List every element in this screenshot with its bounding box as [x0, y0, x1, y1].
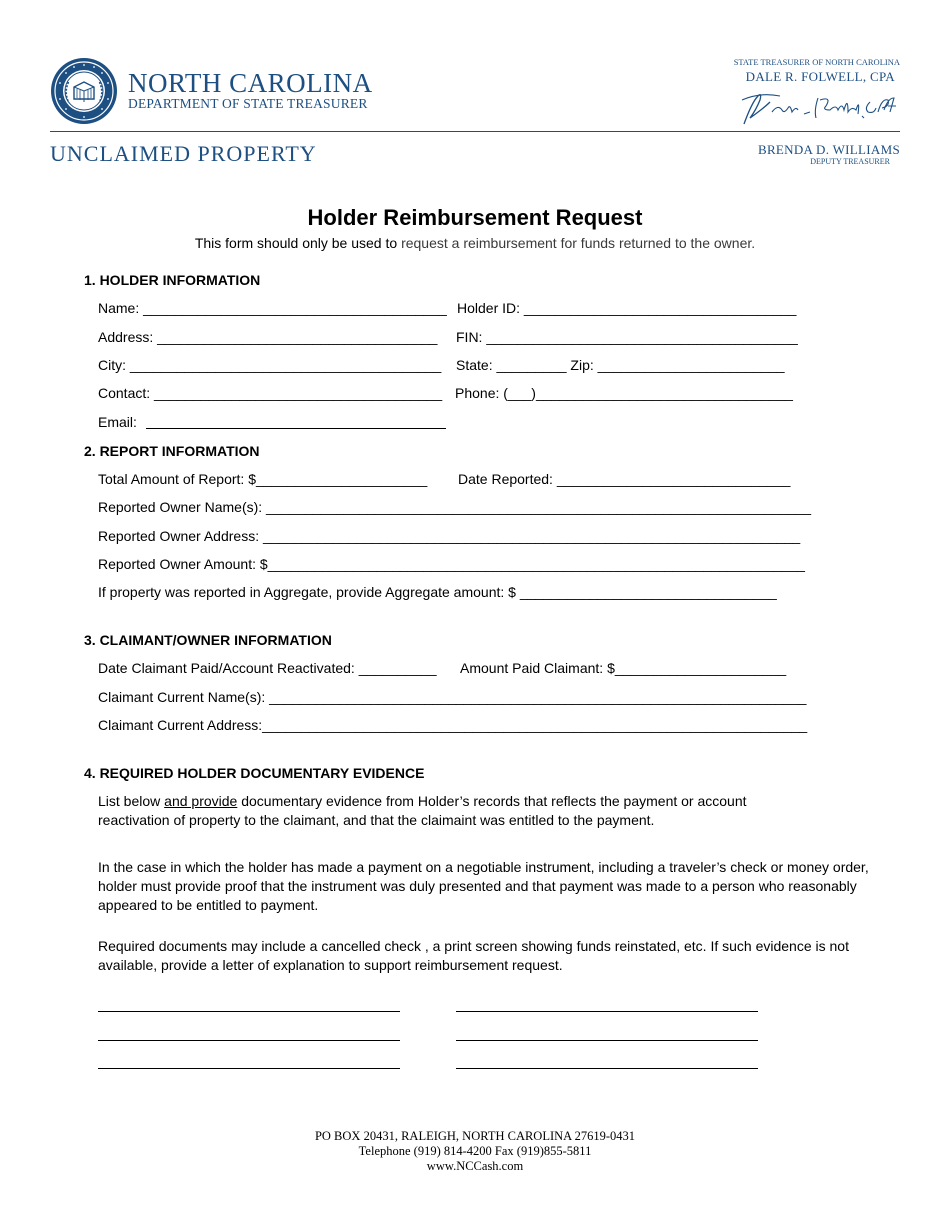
treasurer-name: DALE R. FOLWELL, CPA: [745, 69, 895, 84]
evidence-text-start: List below: [98, 793, 165, 809]
form-title: Holder Reimbursement Request: [307, 205, 643, 230]
total-amount-of-report-field[interactable]: Total Amount of Report: $______________________: [98, 471, 428, 487]
required-documents-paragraph: Required documents may include a cancelled check , a print screen showing funds reinstated, etc. If such evidence is not available, provide a letter of explanation to support reimbursement request.: [98, 938, 849, 973]
evidence-text-end: documentary evidence from Holder’s records that reflects the payment or account reactivation of property to the claimant, and that the claimaint was entitled to the payment.: [98, 793, 747, 828]
agency-name: NORTH CAROLINA: [128, 68, 373, 98]
subtitle-part-b: request a reimbursement for funds returned to the owner.: [401, 235, 756, 251]
footer-address: PO BOX 20431, RALEIGH, NORTH CAROLINA 27619-0431: [314, 1129, 636, 1143]
footer-website-link[interactable]: www.NCCash.com: [426, 1159, 524, 1173]
treasurer-title: STATE TREASURER OF NORTH CAROLINA: [733, 57, 900, 67]
footer-contact: [0, 1129, 950, 1174]
holder-state-zip-field[interactable]: State: _________ Zip: ________________________: [456, 357, 785, 373]
section-documentary-evidence-heading: 4. REQUIRED HOLDER DOCUMENTARY EVIDENCE: [84, 765, 425, 781]
evidence-instructions-paragraph: [98, 792, 798, 830]
claimant-current-address-field[interactable]: Claimant Current Address:______________________________________________________________________: [98, 717, 808, 733]
evidence-line-2-right[interactable]: [456, 1040, 758, 1041]
footer-phone-fax: Telephone (919) 814-4200 Fax (919)855-5811: [358, 1144, 592, 1158]
date-claimant-paid-field[interactable]: Date Claimant Paid/Account Reactivated: __________: [98, 660, 437, 676]
evidence-line-3-left[interactable]: [98, 1068, 400, 1069]
reported-owner-names-field[interactable]: Reported Owner Name(s): ______________________________________________________________________: [98, 499, 812, 515]
section-report-information-heading: 2. REPORT INFORMATION: [84, 443, 260, 459]
evidence-underlined-text: and provide: [164, 793, 238, 809]
holder-email-field[interactable]: [146, 428, 446, 429]
holder-name-field[interactable]: Name: _______________________________________: [98, 300, 447, 316]
holder-id-field[interactable]: Holder ID: ___________________________________: [457, 300, 797, 316]
evidence-line-3-right[interactable]: [456, 1068, 758, 1069]
subtitle-part-a: This form should only be used to: [194, 235, 402, 251]
aggregate-amount-field[interactable]: If property was reported in Aggregate, provide Aggregate amount: $ _________________________________: [98, 584, 777, 600]
section-holder-information-heading: 1. HOLDER INFORMATION: [84, 272, 261, 288]
holder-contact-field[interactable]: Contact: _____________________________________: [98, 385, 443, 401]
nc-treasury-seal-logo: [50, 57, 118, 125]
form-subtitle: [0, 235, 950, 251]
treasurer-signature: [738, 88, 900, 128]
holder-fin-field[interactable]: FIN: ________________________________________: [456, 329, 798, 345]
claimant-current-names-field[interactable]: Claimant Current Name(s): _____________________________________________________________________: [98, 689, 807, 705]
evidence-line-1-right[interactable]: [456, 1011, 758, 1012]
evidence-line-1-left[interactable]: [98, 1011, 400, 1012]
division-title: UNCLAIMED PROPERTY: [50, 141, 317, 166]
amount-paid-claimant-field[interactable]: Amount Paid Claimant: $______________________: [460, 660, 787, 676]
date-reported-field[interactable]: Date Reported: ______________________________: [458, 471, 791, 487]
reported-owner-amount-field[interactable]: Reported Owner Amount: $_____________________________________________________________________: [98, 556, 805, 572]
evidence-line-2-left[interactable]: [98, 1040, 400, 1041]
holder-address-field[interactable]: Address: ____________________________________: [98, 329, 438, 345]
header-divider: [50, 131, 900, 132]
deputy-treasurer-name: BRENDA D. WILLIAMS: [757, 142, 900, 157]
section-claimant-owner-information-heading: 3. CLAIMANT/OWNER INFORMATION: [84, 632, 332, 648]
holder-phone-field[interactable]: Phone: (___)_________________________________: [455, 385, 793, 401]
holder-city-field[interactable]: City: ________________________________________: [98, 357, 442, 373]
deputy-treasurer-title: DEPUTY TREASURER: [810, 157, 890, 166]
holder-email-label: Email:: [98, 414, 137, 430]
negotiable-instrument-paragraph: In the case in which the holder has made a payment on a negotiable instrument, including a traveler’s check or money order, holder must provide proof that the instrument was duly presented and that payment was made to a person who reasonably appeared to be entitled to payment.: [98, 859, 869, 913]
reported-owner-address-field[interactable]: Reported Owner Address: _____________________________________________________________________: [98, 528, 801, 544]
agency-department: DEPARTMENT OF STATE TREASURER: [128, 96, 368, 111]
